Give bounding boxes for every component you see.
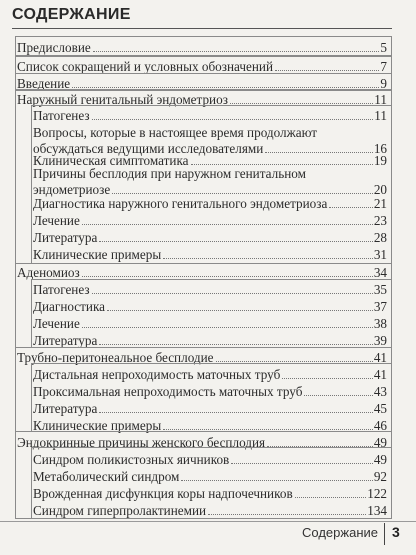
toc-page-number: 9 <box>380 76 387 91</box>
toc-entry-title: Клинические примеры <box>33 247 162 262</box>
toc-page-number: 11 <box>374 92 387 107</box>
toc-page-number: 46 <box>373 418 387 433</box>
toc-page-number: 122 <box>367 486 387 501</box>
toc-entry-title-continued: обсуждаться ведущими исследователями <box>33 141 264 156</box>
footer-separator <box>384 523 385 545</box>
toc-entry-title: Диагностика наружного генитального эндометриоза <box>33 196 328 211</box>
toc-page-number: 11 <box>374 108 387 123</box>
toc-entry-title: Литература <box>33 333 98 348</box>
toc-entry-title: Метаболический синдром <box>33 469 180 484</box>
toc-page-number: 39 <box>373 333 387 348</box>
toc-entry-title: Список сокращений и условных обозначений <box>17 59 273 74</box>
toc-entry-title: Введение <box>17 76 71 91</box>
toc-page-number: 28 <box>373 230 387 245</box>
toc-entry-title: Аденомиоз <box>17 265 80 280</box>
toc-entry-title: Клиническая симптоматика <box>33 153 189 168</box>
toc-entry-title: Литература <box>33 401 98 416</box>
toc-page-number: 43 <box>373 384 387 399</box>
toc-page-number: 5 <box>380 40 387 55</box>
toc-page-number: 41 <box>373 350 387 365</box>
section-frame <box>31 279 392 348</box>
page-title: СОДЕРЖАНИЕ <box>12 6 131 23</box>
footer-divider <box>0 521 416 522</box>
toc-entry-title: Проксимальная непроходимость маточных труб <box>33 384 303 399</box>
toc-entry-title: Патогенез <box>33 282 90 297</box>
toc-page-number: 49 <box>373 435 387 450</box>
toc-entry-title: Лечение <box>33 213 80 228</box>
toc-page-number: 7 <box>380 59 387 74</box>
running-footer-label: Содержание <box>302 525 378 540</box>
toc-entry-title: Диагностика <box>33 299 106 314</box>
toc-entry-title: Причины бесплодия при наружном генитальном <box>33 166 306 181</box>
section-frame <box>15 36 392 56</box>
toc-entry-title: Дистальная непроходимость маточных труб <box>33 367 281 382</box>
toc-page-number: 31 <box>373 247 387 262</box>
section-frame <box>31 363 392 432</box>
toc-page-number: 92 <box>373 469 387 484</box>
toc-entry-title: Синдром поликистозных яичников <box>33 452 230 467</box>
toc-page-number: 20 <box>373 182 387 197</box>
toc-entry-title: Предисловие <box>17 40 91 55</box>
toc-page-number: 35 <box>373 282 387 297</box>
toc-page-number: 45 <box>373 401 387 416</box>
toc-page-number: 134 <box>367 503 387 518</box>
toc-entry-title: Трубно-перитонеальное бесплодие <box>17 350 214 365</box>
toc-entry-title: Литература <box>33 230 98 245</box>
section-frame <box>15 56 392 74</box>
toc-page-number: 19 <box>373 153 387 168</box>
section-frame <box>31 447 392 519</box>
toc-entry-title: Вопросы, которые в настоящее время продолжают <box>33 125 318 140</box>
toc-entry-title: Клинические примеры <box>33 418 162 433</box>
toc-entry-title: Синдром гиперпролактинемии <box>33 503 207 518</box>
toc-page-number: 37 <box>373 299 387 314</box>
toc-entry-title: Лечение <box>33 316 80 331</box>
toc-page-number: 21 <box>373 196 387 211</box>
toc-page-number: 16 <box>373 141 387 156</box>
page-number: 3 <box>392 524 400 540</box>
toc-entry-title: Наружный генитальный эндометриоз <box>17 92 228 107</box>
toc-entry-title: Врожденная дисфункция коры надпочечников <box>33 486 293 501</box>
toc-page-number: 41 <box>373 367 387 382</box>
toc-entry-title: Патогенез <box>33 108 90 123</box>
section-frame <box>31 105 392 264</box>
toc-page-number: 49 <box>373 452 387 467</box>
toc-entry-title: Эндокринные причины женского бесплодия <box>17 435 266 450</box>
toc-page-number: 34 <box>373 265 387 280</box>
toc-entry-title-continued: эндометриозе <box>33 182 111 197</box>
toc-page-number: 23 <box>373 213 387 228</box>
toc-page-number: 38 <box>373 316 387 331</box>
